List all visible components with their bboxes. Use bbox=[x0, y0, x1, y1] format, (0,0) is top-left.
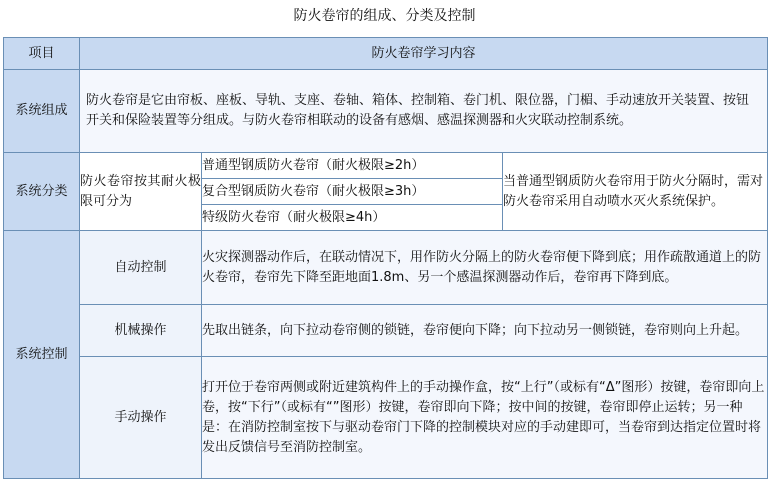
composition-label: 系统组成 bbox=[4, 70, 80, 153]
classification-basis: 防火卷帘按其耐火极限可分为 bbox=[80, 153, 202, 231]
classification-row-1 bbox=[4, 153, 768, 179]
classification-option-3: 特级防火卷帘（耐火极限≥4h） bbox=[202, 205, 503, 231]
control-auto-label: 自动控制 bbox=[80, 231, 202, 305]
header-item: 项目 bbox=[4, 38, 80, 70]
classification-note: 当普通型钢质防火卷帘用于防火分隔时，需对防火卷帘采用自动喷水灭火系统保护。 bbox=[503, 153, 768, 231]
header-row bbox=[4, 38, 768, 70]
control-manual-label: 手动操作 bbox=[80, 357, 202, 479]
control-auto-text: 火灾探测器动作后，在联动情况下，用作防火分隔上的防火卷帘便下降到底；用作疏散通道上的防火卷帘，卷帘先下降至距地面1.8m、另一个感温探测器动作后，卷帘再下降到底。 bbox=[202, 231, 768, 305]
fire-shutter-table bbox=[3, 37, 768, 479]
document-title: 防火卷帘的组成、分类及控制 bbox=[293, 8, 476, 24]
header-content: 防火卷帘学习内容 bbox=[80, 38, 768, 70]
control-mechanical-text: 先取出链条，向下拉动卷帘侧的锁链，卷帘便向下降；向下拉动另一侧锁链，卷帘则向上升起。 bbox=[202, 305, 768, 357]
classification-option-2: 复合型钢质防火卷帘（耐火极限≥3h） bbox=[202, 179, 503, 205]
control-row-auto bbox=[4, 231, 768, 305]
classification-option-1: 普通型钢质防火卷帘（耐火极限≥2h） bbox=[202, 153, 503, 179]
control-manual-text: 打开位于卷帘两侧或附近建筑构件上的手动操作盒，按“上行”（或标有“Δ”图形）按键，卷帘即向上卷，按“下行”（或标有“”图形）按键，卷帘即向下降；按中间的按键，卷帘即停止运转；另一种是：在消防控制室按下与驱动卷帘门下降的控制模块对应的手动建即可，当卷帘到达指定位置时将发出反馈信号至消防控制室。 bbox=[202, 357, 768, 479]
composition-text: 防火卷帘是它由帘板、座板、导轨、支座、卷轴、箱体、控制箱、卷门机、限位器，门楣、手动速放开关装置、按钮开关和保险装置等分组成。与防火卷帘相联动的设备有感烟、感温探测器和火灾联动控制系统。 bbox=[80, 70, 768, 153]
control-row-manual bbox=[4, 357, 768, 479]
classification-label: 系统分类 bbox=[4, 153, 80, 231]
control-row-mechanical bbox=[4, 305, 768, 357]
control-label: 系统控制 bbox=[4, 231, 80, 479]
control-mechanical-label: 机械操作 bbox=[80, 305, 202, 357]
composition-row bbox=[4, 70, 768, 153]
